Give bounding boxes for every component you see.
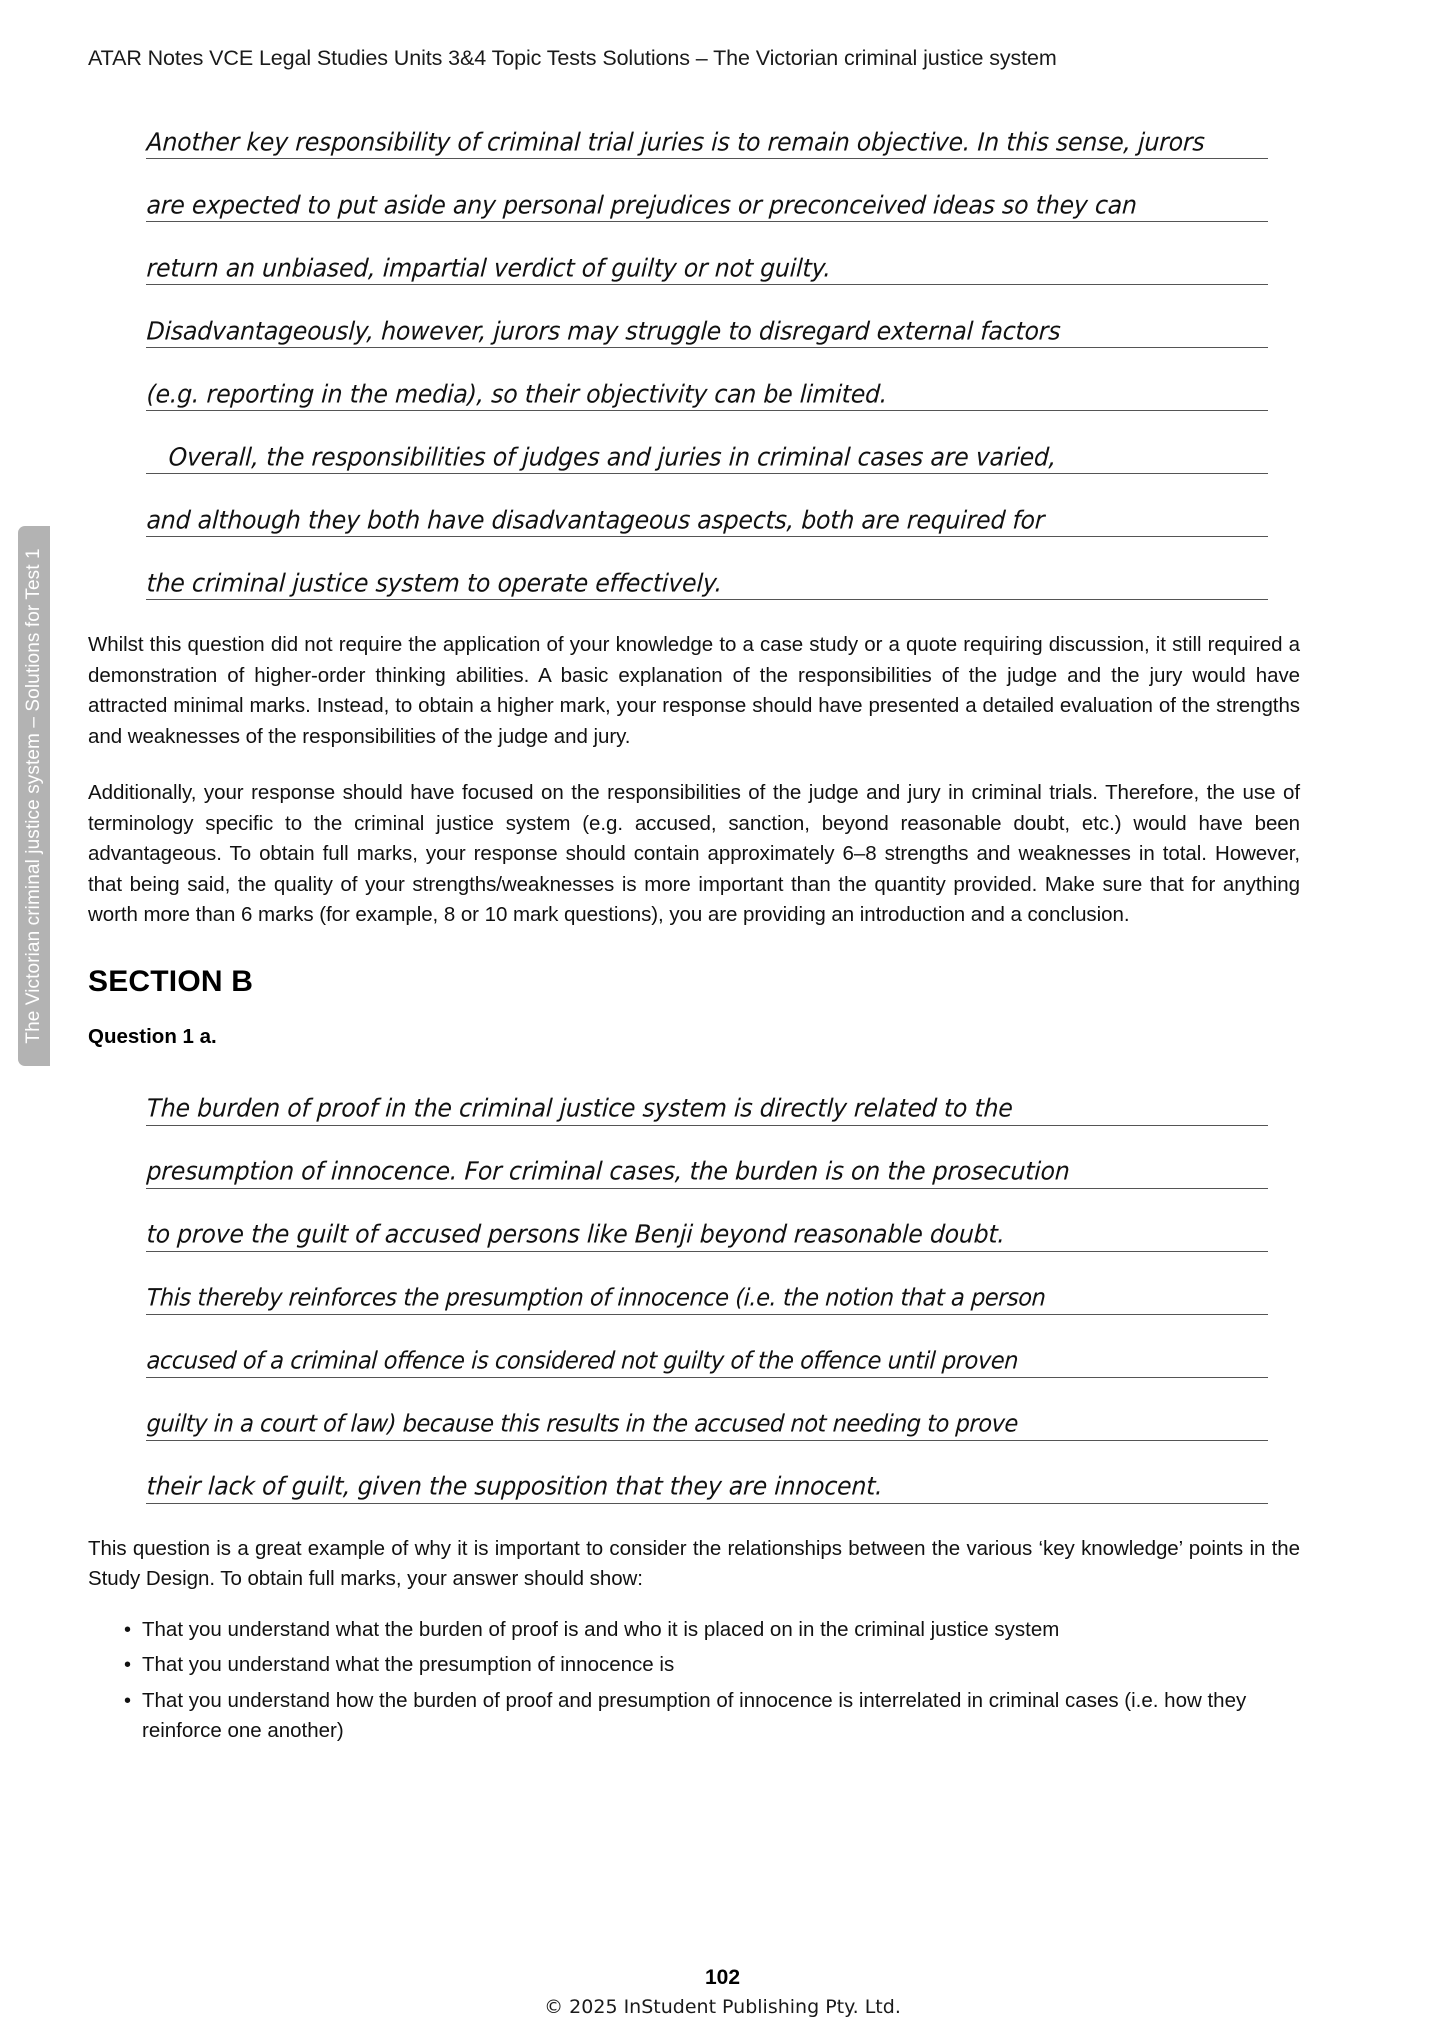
handwriting-line [146,1189,1268,1252]
handwriting-text: their lack of guilt, given the supposition that they are innocent. [145,1471,884,1502]
handwriting-line [146,474,1268,537]
handwriting-line [146,285,1268,348]
handwriting-line [146,1126,1268,1189]
handwriting-text: and although they both have disadvantageous aspects, both are required for [145,504,1046,535]
bullet-item: • That you understand what the burden of proof is and who it is placed on in the criminal justice system [88,1615,1302,1646]
section-heading: SECTION B [88,964,254,998]
side-tab [18,526,50,1066]
running-header: ATAR Notes VCE Legal Studies Units 3&4 Topic Tests Solutions – The Victorian criminal justice system [88,46,1057,70]
handwriting-line [146,1315,1268,1378]
handwriting-text: Another key responsibility of criminal trial juries is to remain objective. In this sense, jurors [145,126,1206,157]
question-heading: Question 1 a. [88,1024,217,1048]
handwriting-text: guilty in a court of law) because this results in the accused not needing to prove [145,1410,1019,1439]
handwritten-answer-q1a [88,1063,1358,1504]
bullet-item: • That you understand how the burden of proof and presumption of innocence is interrelated in criminal cases (i.e. how they reinforce one another) [88,1686,1302,1747]
handwriting-text: return an unbiased, impartial verdict of guilty or not guilty. [145,252,832,283]
handwriting-line [146,96,1268,159]
handwritten-answer-top [88,96,1358,600]
page-number: 102 [704,1966,741,1989]
handwriting-text: The burden of proof in the criminal justice system is directly related to the [145,1093,1014,1124]
bullet-item: • That you understand what the presumption of innocence is [88,1650,1302,1681]
handwriting-text: Overall, the responsibilities of judges and juries in criminal cases are varied, [167,441,1057,472]
commentary-paragraph: Additionally, your response should have focused on the responsibilities of the judge and jury in criminal trials. Therefore, the use of terminology specific to the criminal justice system (e.g. accused, sanction, beyond reasonable doubt, etc.) would have been advantageous. To obtain full marks, your response should contain approximately 6–8 strengths and weaknesses in total. However, that being said, the quality of your strengths/weaknesses is more important than the quantity provided. Make sure that for anything worth more than 6 marks (for example, 8 or 10 mark questions), you are providing an introduction and a conclusion. [88,781,1300,926]
handwriting-line [146,159,1268,222]
handwriting-text: the criminal justice system to operate effectively. [145,567,723,598]
copyright-notice: © 2025 InStudent Publishing Pty. Ltd. [544,1996,901,2018]
commentary-bullet-list [88,1615,1358,1747]
handwriting-line [146,1252,1268,1315]
handwriting-line [146,1378,1268,1441]
handwriting-line [146,348,1268,411]
handwriting-text: Disadvantageously, however, jurors may struggle to disregard external factors [145,315,1062,346]
handwriting-line [146,1441,1268,1504]
handwriting-text: This thereby reinforces the presumption of innocence (i.e. the notion that a person [145,1284,1047,1313]
handwriting-text: accused of a criminal offence is considered not guilty of the offence until proven [145,1347,1019,1376]
handwriting-text: are expected to put aside any personal prejudices or preconceived ideas so they can [145,189,1138,220]
handwriting-text: to prove the guilt of accused persons like Benji beyond reasonable doubt. [145,1219,1006,1250]
handwriting-line [146,222,1268,285]
handwriting-line [146,411,1268,474]
commentary-intro: This question is a great example of why it is important to consider the relationships between the various ‘key knowledge’ points in the Study Design. To obtain full marks, your answer should show: [88,1536,1300,1590]
handwriting-line [146,537,1268,600]
handwriting-text: presumption of innocence. For criminal cases, the burden is on the prosecution [145,1156,1071,1187]
page-footer [0,1966,1445,2018]
commentary-paragraph: Whilst this question did not require the application of your knowledge to a case study or a quote requiring discussion, it still required a demonstration of higher-order thinking abilities. A basic explanation of the responsibilities of the judge and the jury would have attracted minimal marks. Instead, to obtain a higher mark, your response should have presented a detailed evaluation of the strengths and weaknesses of the responsibilities of the judge and jury. [88,633,1300,748]
handwriting-text: (e.g. reporting in the media), so their objectivity can be limited. [145,378,889,409]
content-column [88,0,1358,1752]
handwriting-line [146,1063,1268,1126]
side-tab-label: The Victorian criminal justice system – Solutions for Test 1 [23,548,44,1044]
